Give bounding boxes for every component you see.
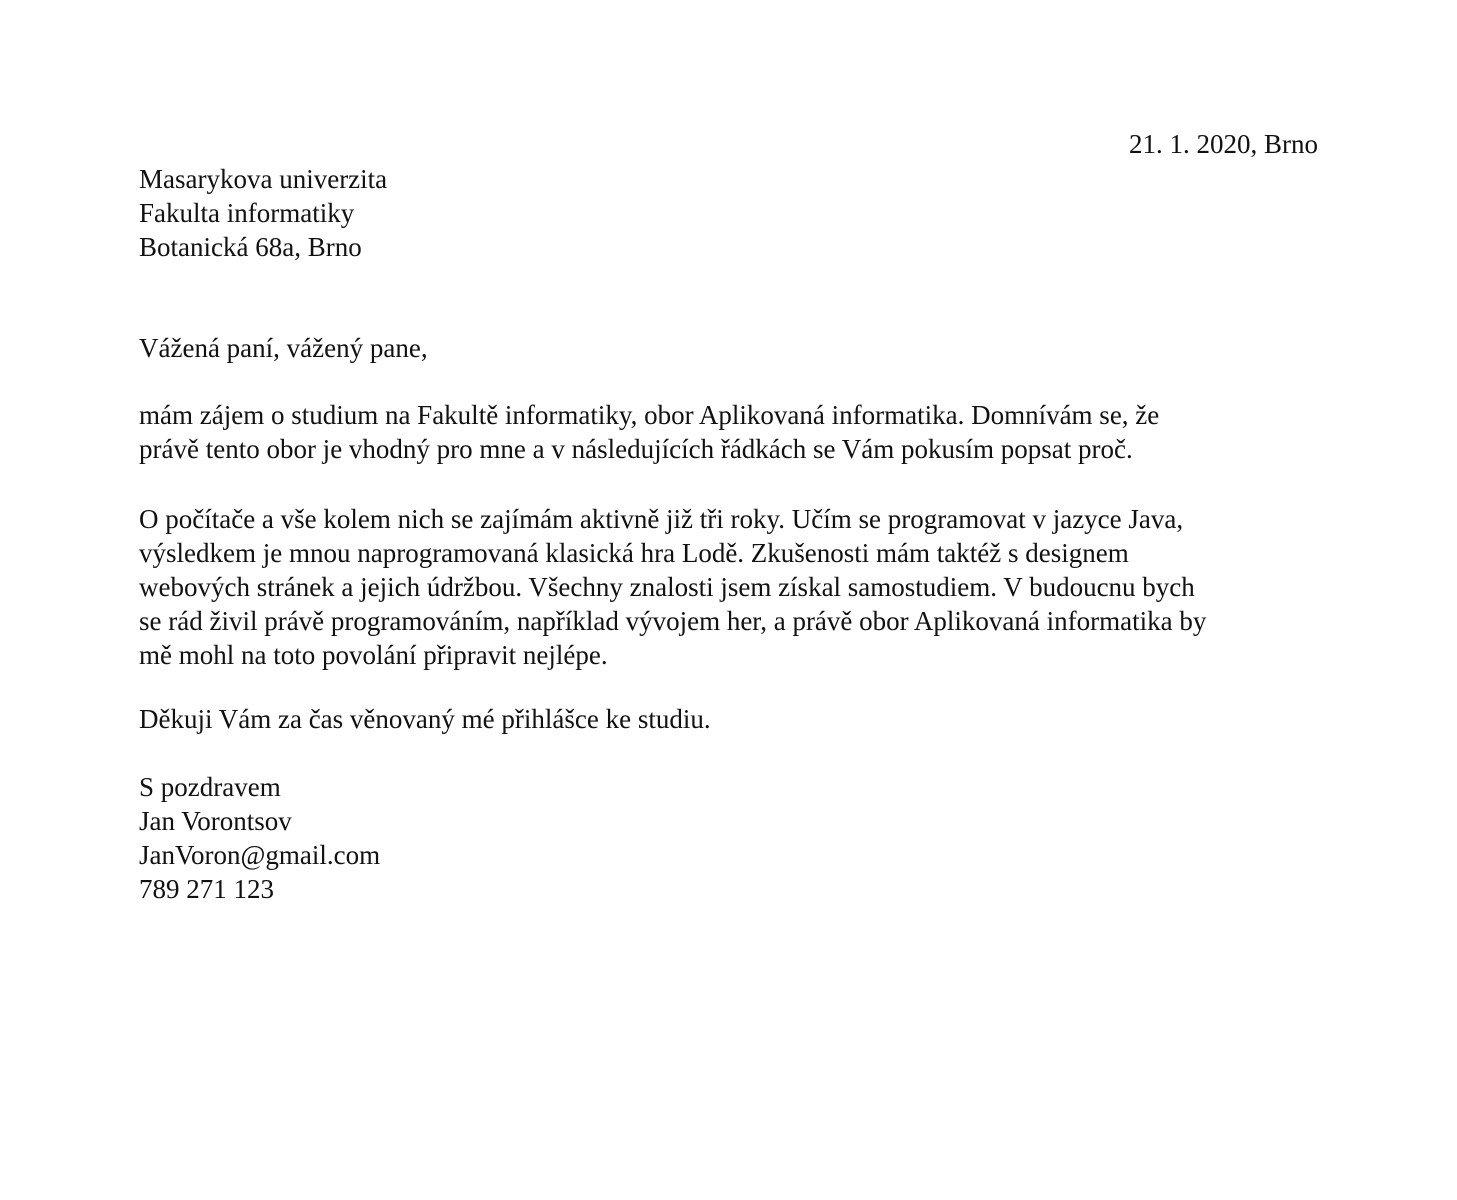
recipient-line: Botanická 68a, Brno [139,232,362,262]
recipient-line: Masarykova univerzita [139,164,388,194]
paragraph-line: Děkuji Vám za čas věnovaný mé přihlášce ke studiu. [139,704,711,734]
recipient-line: Fakulta informatiky [139,198,355,228]
paragraph-line: mě mohl na toto povolání připravit nejlépe. [139,640,608,670]
sender-name: Jan Vorontsov [139,806,292,836]
closing: S pozdravem [139,772,281,802]
recipient-address [139,162,387,264]
body-paragraph [139,702,1319,736]
salutation: Vážená paní, vážený pane, [139,333,428,363]
paragraph-line: mám zájem o studium na Fakultě informatiky, obor Aplikovaná informatika. Domnívám se, že [139,400,1160,430]
paragraph-line: O počítače a vše kolem nich se zajímám aktivně již tři roky. Učím se programovat v jazyce Java, [139,504,1184,534]
signature-block [139,770,380,906]
date-place: 21. 1. 2020, Brno [1129,129,1318,159]
paragraph-line: právě tento obor je vhodný pro mne a v následujících řádkách se Vám pokusím popsat proč. [139,434,1133,464]
body-paragraph [139,502,1319,672]
paragraph-line: se rád živil právě programováním, například vývojem her, a právě obor Aplikovaná informatika by [139,606,1207,636]
body-paragraph [139,398,1319,466]
sender-phone: 789 271 123 [139,874,274,904]
paragraph-line: webových stránek a jejich údržbou. Všechny znalosti jsem získal samostudiem. V budoucnu bych [139,572,1195,602]
sender-email: JanVoron@gmail.com [139,840,381,870]
paragraph-line: výsledkem je mnou naprogramovaná klasická hra Lodě. Zkušenosti mám taktéž s designem [139,538,1129,568]
